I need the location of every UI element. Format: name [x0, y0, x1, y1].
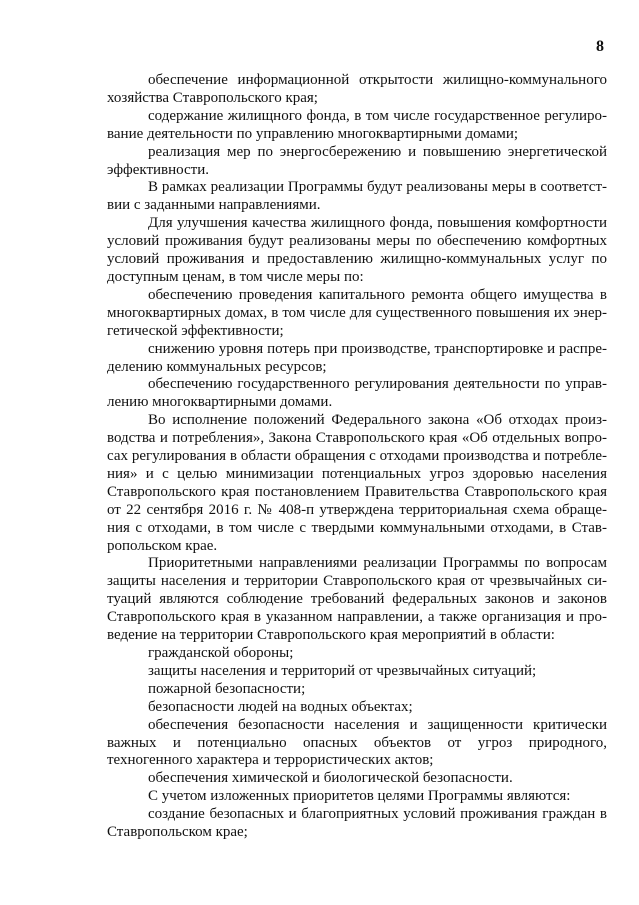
paragraph-loss-reduction: снижению уровня потерь при производстве, транспортировке и распределению коммунальных ресурсов; — [107, 340, 607, 375]
paragraph-program-goals: С учетом изложенных приоритетов целями Программы являются: — [148, 788, 571, 805]
paragraph-program-measures: В рамках реализации Программы будут реализованы меры в соответствии с заданными направлениями. — [107, 179, 607, 214]
paragraph-safe-living: создание безопасных и благоприятных условий проживания граждан в Ставропольском крае; — [107, 806, 607, 841]
list-item-emergency-protection: защиты населения и территорий от чрезвычайных ситуаций; — [148, 662, 537, 679]
list-item-critical-objects: обеспечения безопасности населения и защищенности критически важных и потенциально опасных объектов от угроз природного, техногенного характера и террористических актов; — [107, 716, 607, 769]
list-item-chem-bio-safety: обеспечения химической и биологической безопасности. — [148, 770, 513, 787]
page-number: 8 — [596, 38, 604, 55]
list-item-fire-safety: пожарной безопасности; — [148, 680, 306, 697]
document-body — [107, 72, 607, 842]
paragraph-energy-saving: реализация мер по энергосбережению и повышению энергетической эффективности. — [107, 143, 607, 178]
paragraph-protection-priorities: Приоритетными направлениями реализации Программы по вопросам защиты населения и территории Ставропольского края от чрезвычайных ситуаций являются соблюдение требований федеральных законов и законов Ставропольского края в указанном направлении, а также организация и проведение на территории Ставропольского края мероприятий в области: — [107, 555, 607, 644]
list-item-water-safety: безопасности людей на водных объектах; — [148, 698, 413, 715]
paragraph-state-regulation: обеспечению государственного регулирования деятельности по управлению многоквартирными домами. — [107, 376, 607, 411]
paragraph-waste-law: Во исполнение положений Федерального закона «Об отходах производства и потребления», Закона Ставропольского края «Об отдельных вопросах регулирования в области обращения с отходами производства и потребления» и с целью минимизации потенциальных угроз здоровью населения Ставропольского края постановлением Правительства Ставропольского края от 22 сентября 2016 г. № 408-п утверждена территориальная схема обращения с отходами, в том числе с твердыми коммунальными отходами, в Ставропольском крае. — [107, 412, 607, 554]
paragraph-info-openness: обеспечение информационной открытости жилищно-коммунального хозяйства Ставропольского края; — [107, 72, 607, 106]
paragraph-capital-repair: обеспечению проведения капитального ремонта общего имущества в многоквартирных домах, в том числе для существенного повышения их энергетической эффективности; — [107, 286, 607, 339]
paragraph-housing-quality: Для улучшения качества жилищного фонда, повышения комфортности условий проживания будут реализованы меры по обеспечению комфортных условий проживания и предоставлению жилищно-коммунальных услуг по доступным ценам, в том числе меры по: — [107, 215, 607, 285]
paragraph-housing-maintenance: содержание жилищного фонда, в том числе государственное регулирование деятельности по управлению многоквартирными домами; — [107, 107, 607, 142]
list-item-civil-defense: гражданской обороны; — [148, 645, 294, 661]
